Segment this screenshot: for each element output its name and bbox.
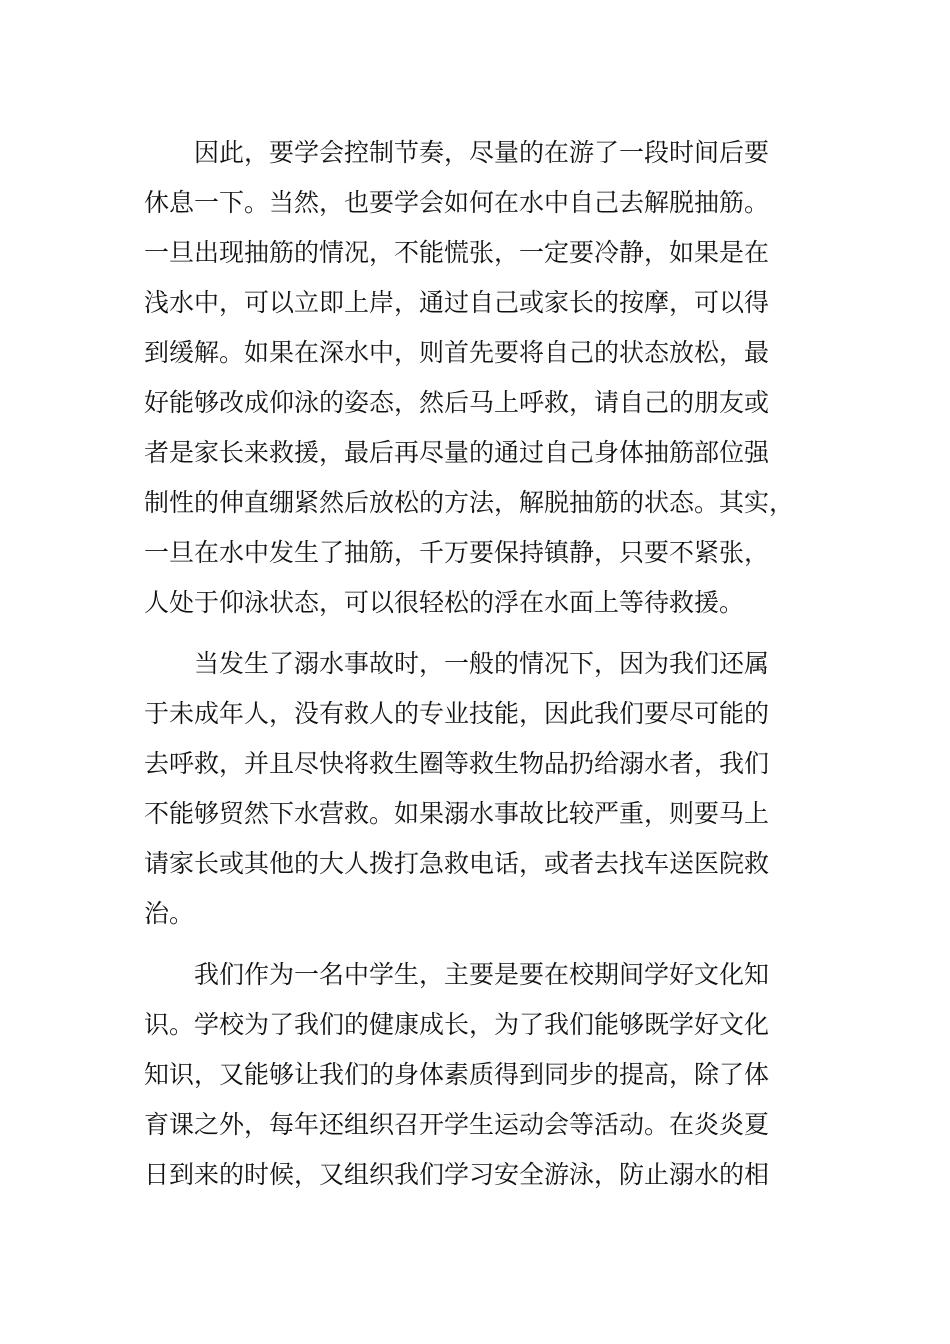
- text-line: 我们作为一名中学生，主要是要在校期间学好文化知: [144, 960, 770, 989]
- text-line: 不能够贸然下水营救。如果溺水事故比较严重，则要马上: [144, 799, 770, 828]
- text-line: 知识，又能够让我们的身体素质得到同步的提高，除了体: [144, 1060, 770, 1089]
- text-line: 于未成年人，没有救人的专业技能，因此我们要尽可能的: [144, 699, 770, 728]
- text-line: 一旦出现抽筋的情况，不能慌张，一定要冷静，如果是在: [144, 238, 770, 267]
- text-line: 当发生了溺水事故时，一般的情况下，因为我们还属: [144, 649, 770, 678]
- text-line: 治。: [144, 899, 195, 928]
- paragraph-drowning-accident: [144, 639, 804, 939]
- text-line: 去呼救，并且尽快将救生圈等救生物品扔给溺水者，我们: [144, 749, 770, 778]
- text-line: 请家长或其他的大人拨打急救电话，或者去找车送医院救: [144, 849, 770, 878]
- document-body: [144, 128, 804, 1200]
- text-line: 人处于仰泳状态，可以很轻松的浮在水面上等待救援。: [144, 588, 745, 617]
- text-line: 一旦在水中发生了抽筋，千万要保持镇静，只要不紧张，: [144, 538, 770, 567]
- text-line: 浅水中，可以立即上岸，通过自己或家长的按摩，可以得: [144, 288, 770, 317]
- paragraph-cramp-handling: [144, 128, 804, 628]
- text-line: 育课之外，每年还组织召开学生运动会等活动。在炎炎夏: [144, 1110, 770, 1139]
- text-line: 识。学校为了我们的健康成长，为了我们能够既学好文化: [144, 1010, 770, 1039]
- text-line: 日到来的时候，又组织我们学习安全游泳，防止溺水的相: [144, 1160, 770, 1189]
- text-line: 到缓解。如果在深水中，则首先要将自己的状态放松，最: [144, 338, 770, 367]
- text-line: 休息一下。当然，也要学会如何在水中自己去解脱抽筋。: [144, 188, 770, 217]
- paragraph-spacer: [144, 628, 804, 639]
- paragraph-student-duty: [144, 950, 804, 1200]
- text-line: 者是家长来救援，最后再尽量的通过自己身体抽筋部位强: [144, 438, 770, 467]
- text-line: 好能够改成仰泳的姿态，然后马上呼救，请自己的朋友或: [144, 388, 770, 417]
- text-line: 因此，要学会控制节奏，尽量的在游了一段时间后要: [144, 138, 770, 167]
- paragraph-spacer: [144, 939, 804, 950]
- text-line: 制性的伸直绷紧然后放松的方法，解脱抽筋的状态。其实，: [144, 488, 795, 517]
